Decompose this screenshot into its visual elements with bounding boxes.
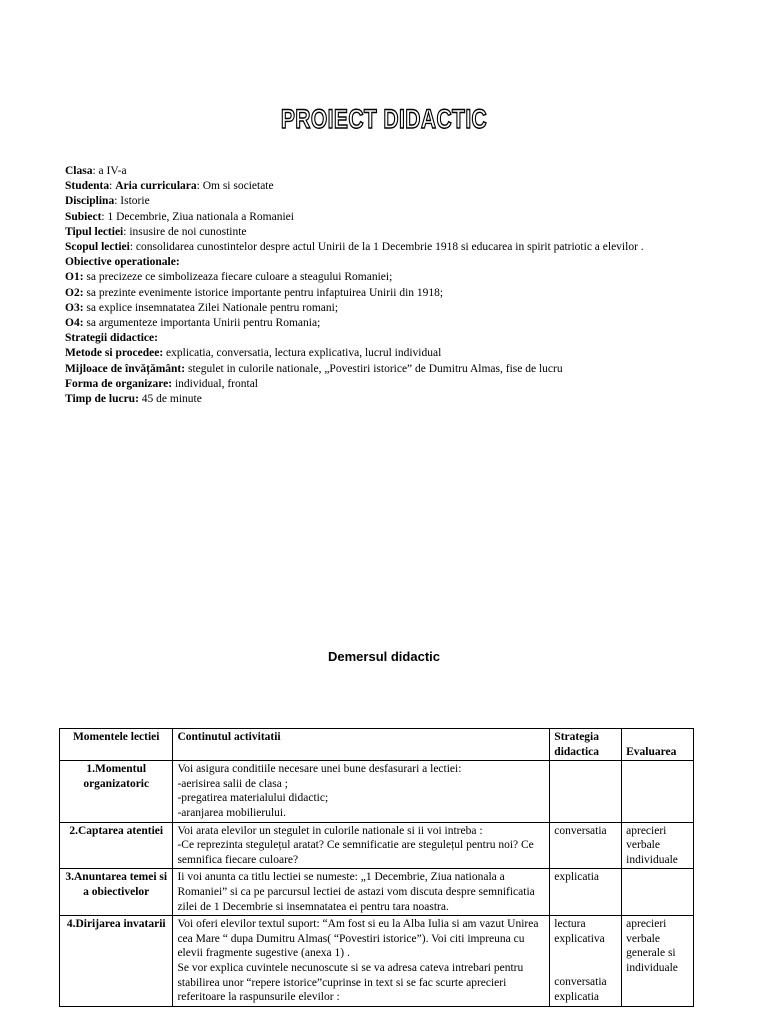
header-continutul: Continutul activitatii [173,729,550,761]
cell-content [173,822,550,869]
meta-scopul: Scopul lectiei: consolidarea cunostintelor despre actul Unirii de la 1 Decembrie 1918 si educarea in spirit patriotic a elevilor . [65,241,644,254]
meta-obiective-heading: Obiective operationale: [65,256,180,269]
cell-strategy [550,916,622,1007]
meta-metode: Metode si procedee: explicatia, conversatia, lectura explicativa, lucrul individual [65,347,442,360]
meta-forma: Forma de organizare: individual, frontal [65,377,259,390]
cell-evaluation: aprecieri verbale generale si individuale [622,916,694,1007]
content-line: Ii voi anunta ca titlu lectiei se numeste: „1 Decembrie, Ziua nationala a Romaniei” si ca pe parcursul lectiei de astazi vom discuta despre semnificatia zilei de 1 Decembrie si insemnatatea ei pentru tara noastra. [177,871,535,913]
cell-content [173,916,550,1007]
meta-strategii-heading: Strategii didactice: [65,332,158,345]
strategy-line: lectura explicativa [554,918,605,945]
cell-moment: 2.Captarea atentiei [60,822,173,869]
cell-moment: 3.Anuntarea temei si a obiectivelor [60,869,173,916]
meta-clasa: Clasa: a IV-a [65,165,127,177]
cell-strategy [550,761,622,822]
objective-o4: O4: sa argumenteze importanta Unirii pentru Romania; [65,317,321,330]
content-line: Voi asigura conditiile necesare unei bune desfasurari a lectiei: [177,763,462,776]
content-line: Voi oferi elevilor textul suport: “Am fost si eu la Alba Iulia si am vazut Unirea cea Mare “ dupa Dumitru Almas( “Povestiri istorice”). Voi citi impreuna cu elevii fragmente sugestive (anexa 1) . [177,918,539,960]
meta-studenta: Studenta: Aria curriculara: Om si societate [65,180,274,193]
cell-evaluation [622,869,694,916]
meta-timp: Timp de lucru: 45 de minute [65,393,202,406]
cell-strategy: explicatia [550,869,622,916]
content-line: -aerisirea salii de clasa ; [177,777,288,790]
meta-mijloace: Mijloace de învățământ: stegulet in culorile nationale, „Povestiri istorice” de Dumitru Almas, fise de lucru [65,362,563,375]
meta-subiect: Subiect: 1 Decembrie, Ziua nationala a Romaniei [65,210,294,223]
table-row [60,822,694,869]
cell-strategy: conversatia [550,822,622,869]
content-line: Se vor explica cuvintele necunoscute si se va adresa cateva intrebari pentru stabilirea unor “repere istorice”cuprinse in text si se fac scurte aprecieri referitoare la raspunsurile elevilor : [177,961,524,1004]
table-row [60,761,694,822]
content-line: -Ce reprezinta stegulețul aratat? Ce semnificatie are stegulețul pentru noi? Ce semnifica fiecare culoare? [177,839,534,866]
meta-tipul: Tipul lectiei: insusire de noi cunostinte [65,225,247,238]
objective-o1: O1: sa precizeze ce simbolizeaza fiecare culoare a steagului Romaniei; [65,271,393,284]
content-line: -pregatirea materialului didactic; [177,792,329,805]
objective-o3: O3: sa explice insemnatatea Zilei Nationale pentru romani; [65,301,339,314]
document-title: PROIECT DIDACTIC [280,104,488,134]
table-row [60,869,694,916]
lesson-table [59,728,694,1007]
header-strategia: Strategia didactica [550,729,622,761]
content-line: -aranjarea mobilierului. [177,806,286,819]
header-momentele: Momentele lectiei [60,729,173,761]
cell-evaluation [622,761,694,822]
strategy-line: conversatia explicatia [554,976,607,1003]
table-header-row [60,729,694,761]
cell-content [173,869,550,916]
lesson-metadata [65,164,705,407]
table-row [60,916,694,1007]
content-line: Voi arata elevilor un stegulet in culorile nationale si ii voi intreba : [177,824,483,837]
objective-o2: O2: sa prezinte evenimente istorice importante pentru infaptuirea Unirii din 1918; [65,286,444,299]
header-evaluarea: Evaluarea [622,729,694,761]
cell-content [173,761,550,822]
meta-disciplina: Disciplina: Istorie [65,195,150,208]
section-heading: Demersul didactic [328,649,440,664]
cell-evaluation: aprecieri verbale individuale [622,822,694,869]
cell-moment: 1.Momentul organizatoric [60,761,173,822]
cell-moment: 4.Dirijarea invatarii [60,916,173,1007]
